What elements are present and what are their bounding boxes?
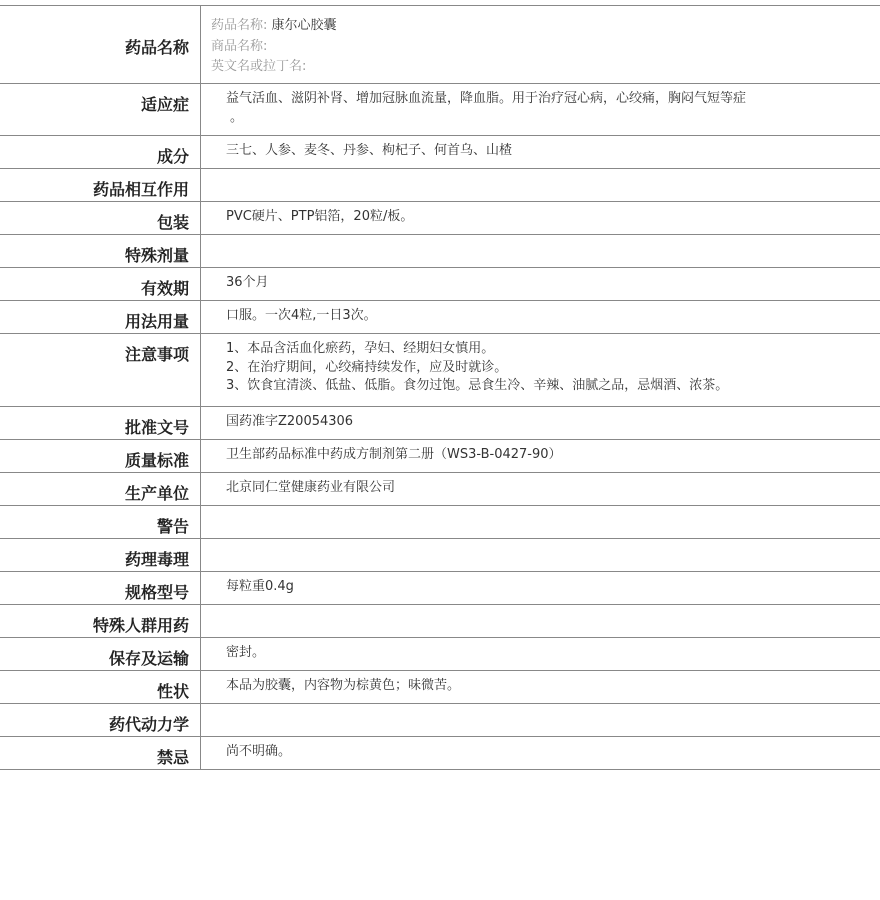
- row-label: 性状: [0, 671, 201, 703]
- row-value: [201, 539, 880, 571]
- row-value: [201, 671, 880, 703]
- row-value: [201, 407, 880, 439]
- row-label: 药代动力学: [0, 704, 201, 736]
- row-label: 警告: [0, 506, 201, 538]
- table-row-dosage: [0, 301, 880, 334]
- table-row-contraindications: [0, 737, 880, 770]
- table-row-description: [0, 671, 880, 704]
- value-line: 国药准字Z20054306: [226, 414, 354, 429]
- row-label: 特殊剂量: [0, 235, 201, 267]
- row-label: 禁忌: [0, 737, 201, 769]
- row-label: 药品名称: [0, 6, 201, 83]
- row-value: [201, 169, 880, 201]
- row-label: 药品相互作用: [0, 169, 201, 201]
- value-line: 2、在治疗期间，心绞痛持续发作，应及时就诊。: [226, 359, 508, 375]
- row-value: [201, 704, 880, 736]
- value-line: 1、本品含活血化瘀药，孕妇、经期妇女慎用。: [226, 341, 495, 356]
- value-line: 北京同仁堂健康药业有限公司: [226, 480, 396, 495]
- row-label: 包装: [0, 202, 201, 234]
- table-row-interactions: [0, 169, 880, 202]
- row-value: [201, 235, 880, 267]
- table-row-packaging: [0, 202, 880, 235]
- value-line: 尚不明确。: [226, 744, 292, 759]
- english-name-line: 英文名或拉丁名:: [211, 59, 307, 74]
- row-value: [201, 334, 880, 406]
- row-value: [201, 737, 880, 769]
- generic-name-line: [211, 16, 880, 37]
- row-label: 批准文号: [0, 407, 201, 439]
- table-row-quality-standard: [0, 440, 880, 473]
- row-label: 成分: [0, 136, 201, 168]
- table-row-warning: [0, 506, 880, 539]
- row-value: [201, 301, 880, 333]
- table-row-shelf-life: [0, 268, 880, 301]
- table-row-pharmacokinetics: [0, 704, 880, 737]
- value-line: 密封。: [226, 645, 266, 660]
- value-line: PVC硬片、PTP铝箔，20粒/板。: [226, 209, 414, 224]
- row-value: [201, 440, 880, 472]
- row-label: 规格型号: [0, 572, 201, 604]
- value-line: 每粒重0.4g: [226, 579, 294, 594]
- row-label: 生产单位: [0, 473, 201, 505]
- table-row-storage: [0, 638, 880, 671]
- row-label: 有效期: [0, 268, 201, 300]
- generic-name-key: 药品名称:: [211, 18, 268, 33]
- generic-name-value: 康尔心胶囊: [271, 18, 337, 33]
- value-line: 36个月: [226, 275, 269, 290]
- row-label: 适应症: [0, 84, 201, 135]
- row-value: [201, 268, 880, 300]
- row-value: [201, 605, 880, 637]
- value-line: 三七、人参、麦冬、丹参、枸杞子、何首乌、山楂: [226, 143, 513, 158]
- table-row-pharmacology: [0, 539, 880, 572]
- value-line: 3、饮食宜清淡、低盐、低脂。食勿过饱。忌食生冷、辛辣、油腻之品，忌烟酒、浓茶。: [226, 378, 729, 393]
- row-label: 用法用量: [0, 301, 201, 333]
- drug-name-cell: [201, 6, 880, 83]
- value-line: 。: [230, 109, 244, 125]
- row-value: [201, 136, 880, 168]
- row-value: [201, 202, 880, 234]
- row-value: [201, 473, 880, 505]
- value-line: 益气活血、滋阴补肾、增加冠脉血流量，降血脂。用于治疗冠心病，心绞痛，胸闷气短等症: [226, 91, 747, 106]
- row-label: 质量标准: [0, 440, 201, 472]
- table-row-indications: [0, 84, 880, 136]
- trade-name-line: 商品名称:: [211, 38, 268, 54]
- drug-info-table: [0, 5, 880, 770]
- row-label: 特殊人群用药: [0, 605, 201, 637]
- table-row-precautions: [0, 334, 880, 407]
- row-value: [201, 84, 880, 135]
- table-row-special-populations: [0, 605, 880, 638]
- table-row-manufacturer: [0, 473, 880, 506]
- table-row-drug-name: [0, 6, 880, 84]
- table-row-approval-number: [0, 407, 880, 440]
- table-row-special-dosage: [0, 235, 880, 268]
- row-label: 注意事项: [0, 334, 201, 406]
- value-line: 卫生部药品标准中药成方制剂第二册（WS3-B-0427-90）: [226, 447, 562, 462]
- table-row-specification: [0, 572, 880, 605]
- value-line: 口服。一次4粒,一日3次。: [226, 308, 377, 323]
- row-label: 保存及运输: [0, 638, 201, 670]
- row-value: [201, 506, 880, 538]
- table-row-ingredients: [0, 136, 880, 169]
- value-line: 本品为胶囊，内容物为棕黄色；味微苦。: [226, 678, 461, 693]
- row-value: [201, 572, 880, 604]
- row-label: 药理毒理: [0, 539, 201, 571]
- row-value: [201, 638, 880, 670]
